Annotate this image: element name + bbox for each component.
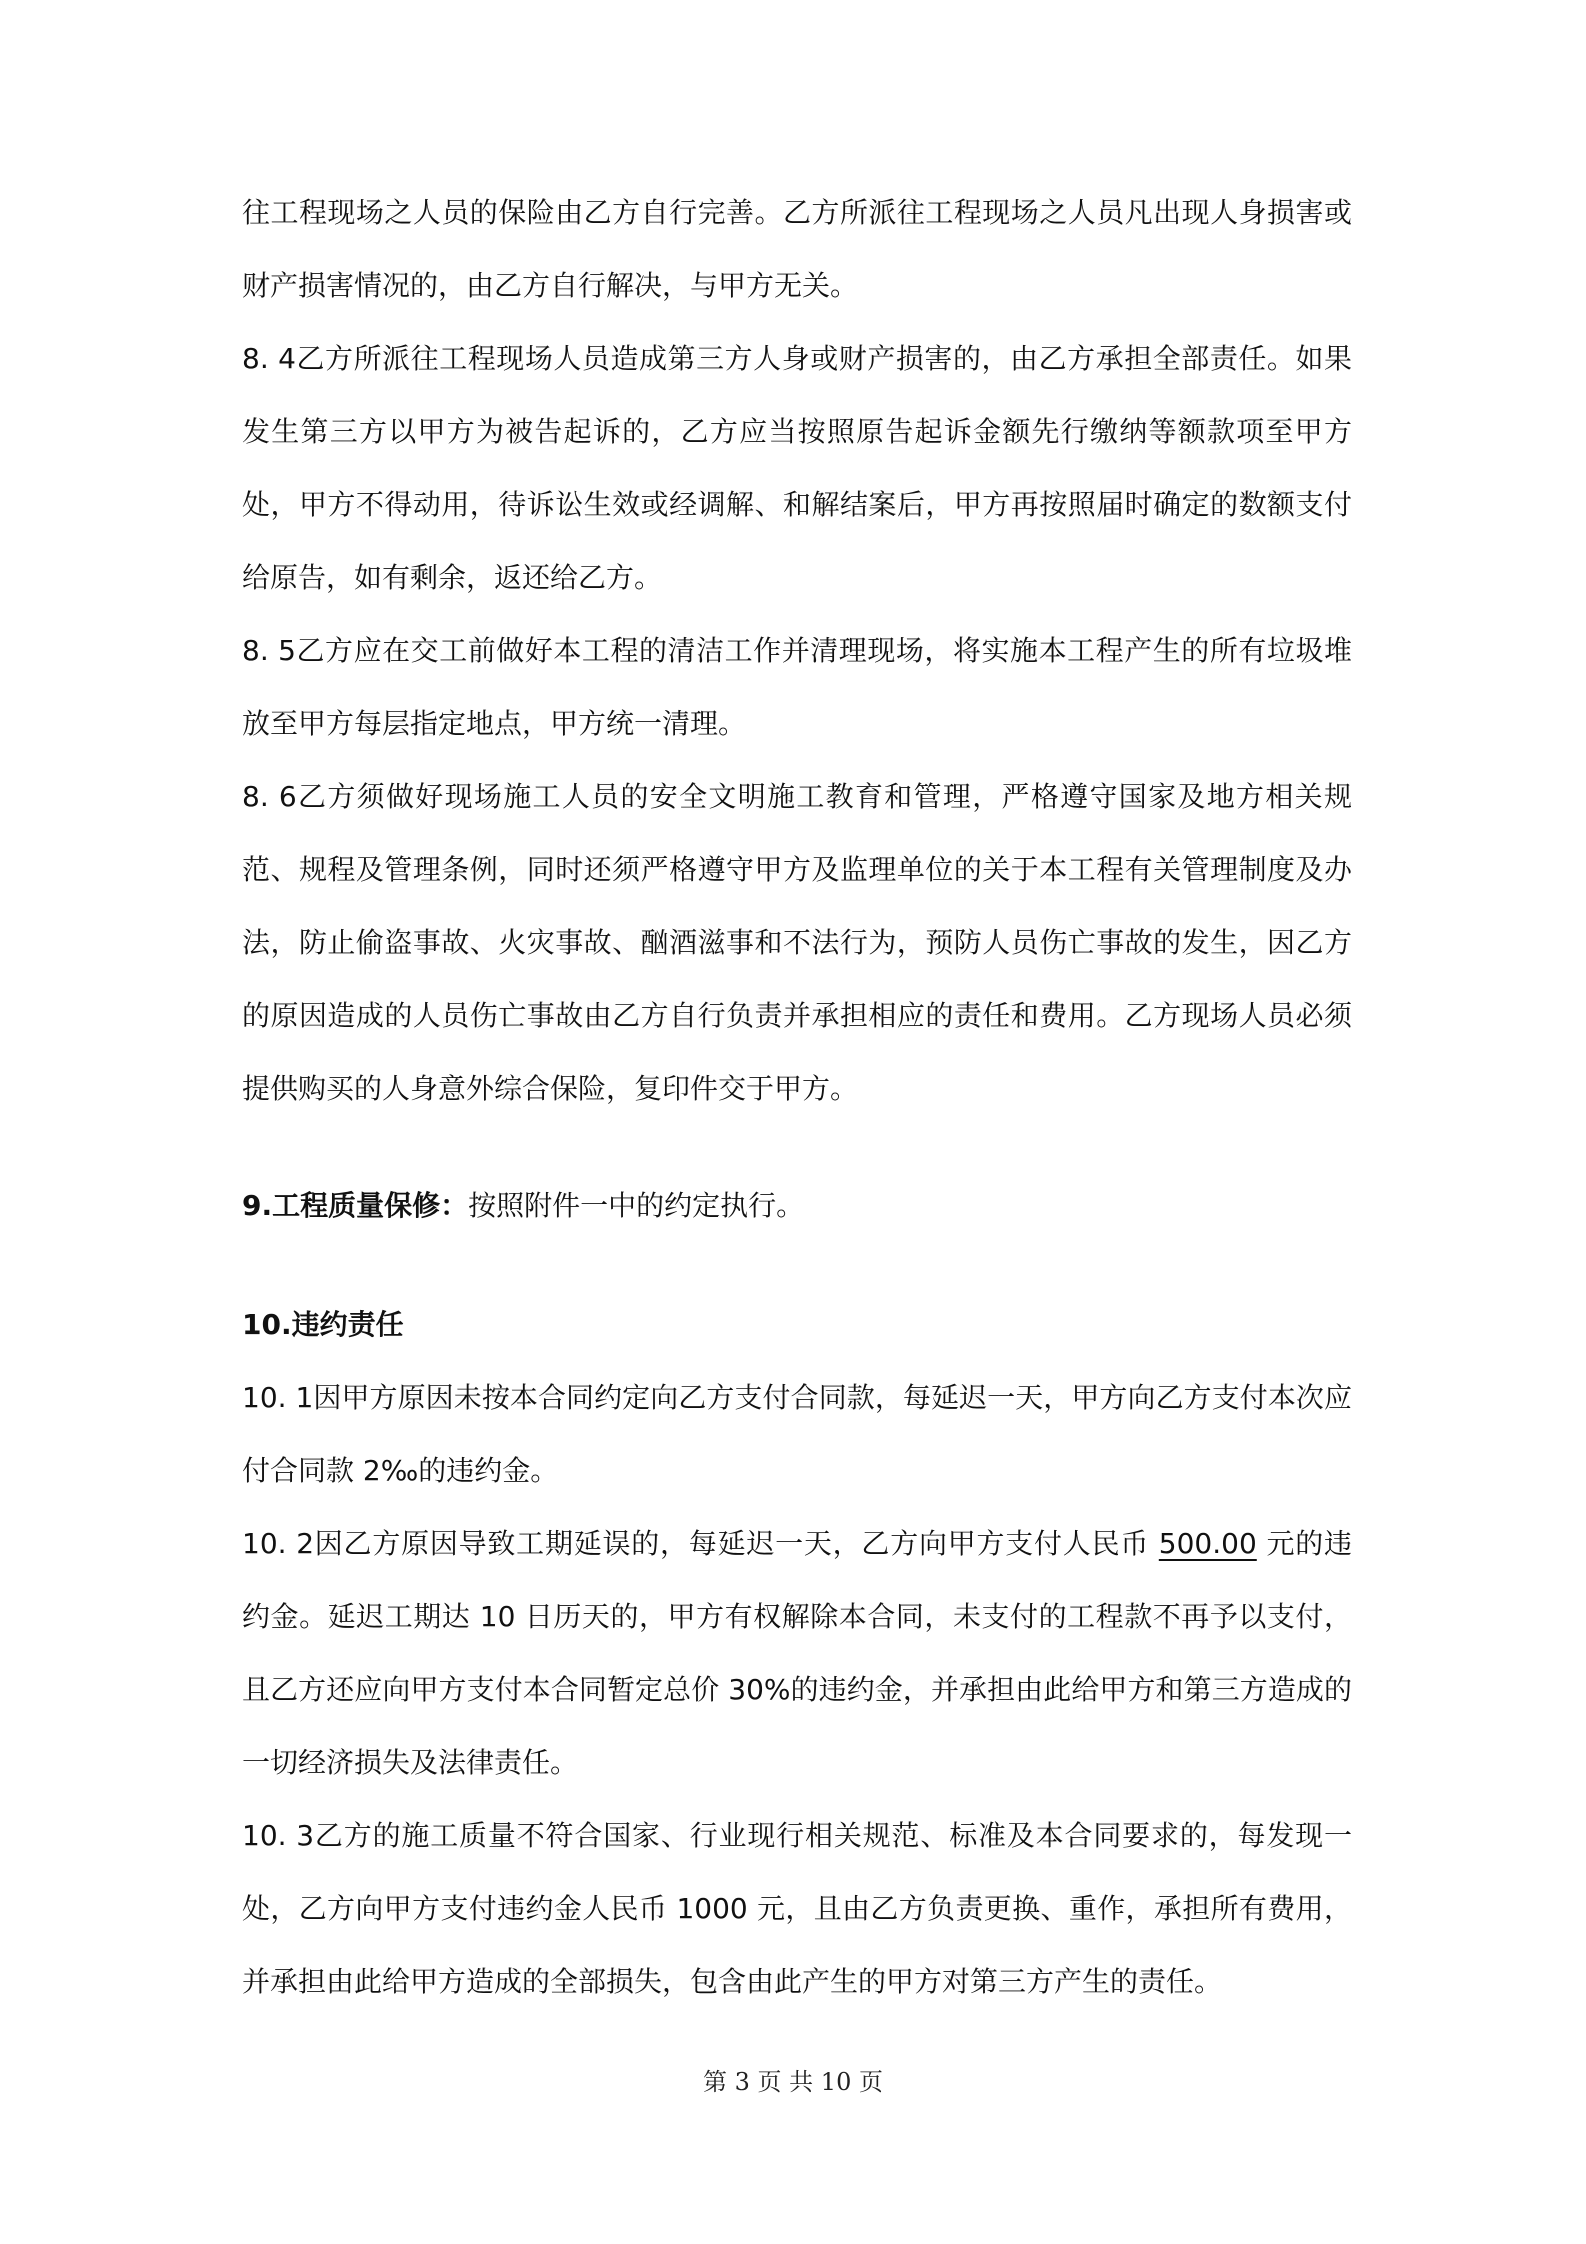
paragraph-8-5: 8. 5乙方应在交工前做好本工程的清洁工作并清理现场，将实施本工程产生的所有垃圾堆放至甲方每层指定地点，甲方统一清理。 [242, 634, 1352, 740]
paragraph-8-3-continued: 往工程现场之人员的保险由乙方自行完善。乙方所派往工程现场之人员凡出现人身损害或财产损害情况的，由乙方自行解决，与甲方无关。 [242, 196, 1352, 302]
paragraph-10-1: 10. 1因甲方原因未按本合同约定向乙方支付合同款，每延迟一天，甲方向乙方支付本次应付合同款 2‰的违约金。 [242, 1381, 1352, 1487]
paragraph-10-2 [242, 1507, 1352, 1799]
paragraph-8-6: 8. 6乙方须做好现场施工人员的安全文明施工教育和管理，严格遵守国家及地方相关规范、规程及管理条例，同时还须严格遵守甲方及监理单位的关于本工程有关管理制度及办法，防止偷盗事故、火灾事故、酗酒滋事和不法行为，预防人员伤亡事故的发生，因乙方的原因造成的人员伤亡事故由乙方自行负责并承担相应的责任和费用。乙方现场人员必须提供购买的人身意外综合保险，复印件交于甲方。 [242, 780, 1352, 1105]
page-number-footer: 第 3 页 共 10 页 [703, 2068, 883, 2096]
section-9-line [242, 1169, 1352, 1242]
paragraph-10-3: 10. 3乙方的施工质量不符合国家、行业现行相关规范、标准及本合同要求的，每发现一处，乙方向甲方支付违约金人民币 1000 元，且由乙方负责更换、重作，承担所有费用，并承担由此给甲方造成的全部损失，包含由此产生的甲方对第三方产生的责任。 [242, 1819, 1352, 1998]
penalty-amount: 500.00 [1158, 1527, 1257, 1560]
paragraph-10-2-rest: 元的违约金。延迟工期达 10 日历天的，甲方有权解除本合同，未支付的工程款不再予以支付，且乙方还应向甲方支付本合同暂定总价 30%的违约金，并承担由此给甲方和第三方造成的一切经济损失及法律责任。 [242, 1527, 1352, 1779]
section-9-heading: 9.工程质量保修： [242, 1189, 469, 1222]
document-body [242, 176, 1352, 2018]
paragraph-8-4: 8. 4乙方所派往工程现场人员造成第三方人身或财产损害的，由乙方承担全部责任。如果发生第三方以甲方为被告起诉的，乙方应当按照原告起诉金额先行缴纳等额款项至甲方处，甲方不得动用，待诉讼生效或经调解、和解结案后，甲方再按照届时确定的数额支付给原告，如有剩余，返还给乙方。 [242, 342, 1352, 594]
paragraph-10-2-lead: 10. 2因乙方原因导致工期延误的，每延迟一天，乙方向甲方支付人民币 [242, 1527, 1159, 1560]
section-9-text: 按照附件一中的约定执行。 [468, 1189, 805, 1222]
section-10-heading: 10.违约责任 [242, 1308, 404, 1341]
